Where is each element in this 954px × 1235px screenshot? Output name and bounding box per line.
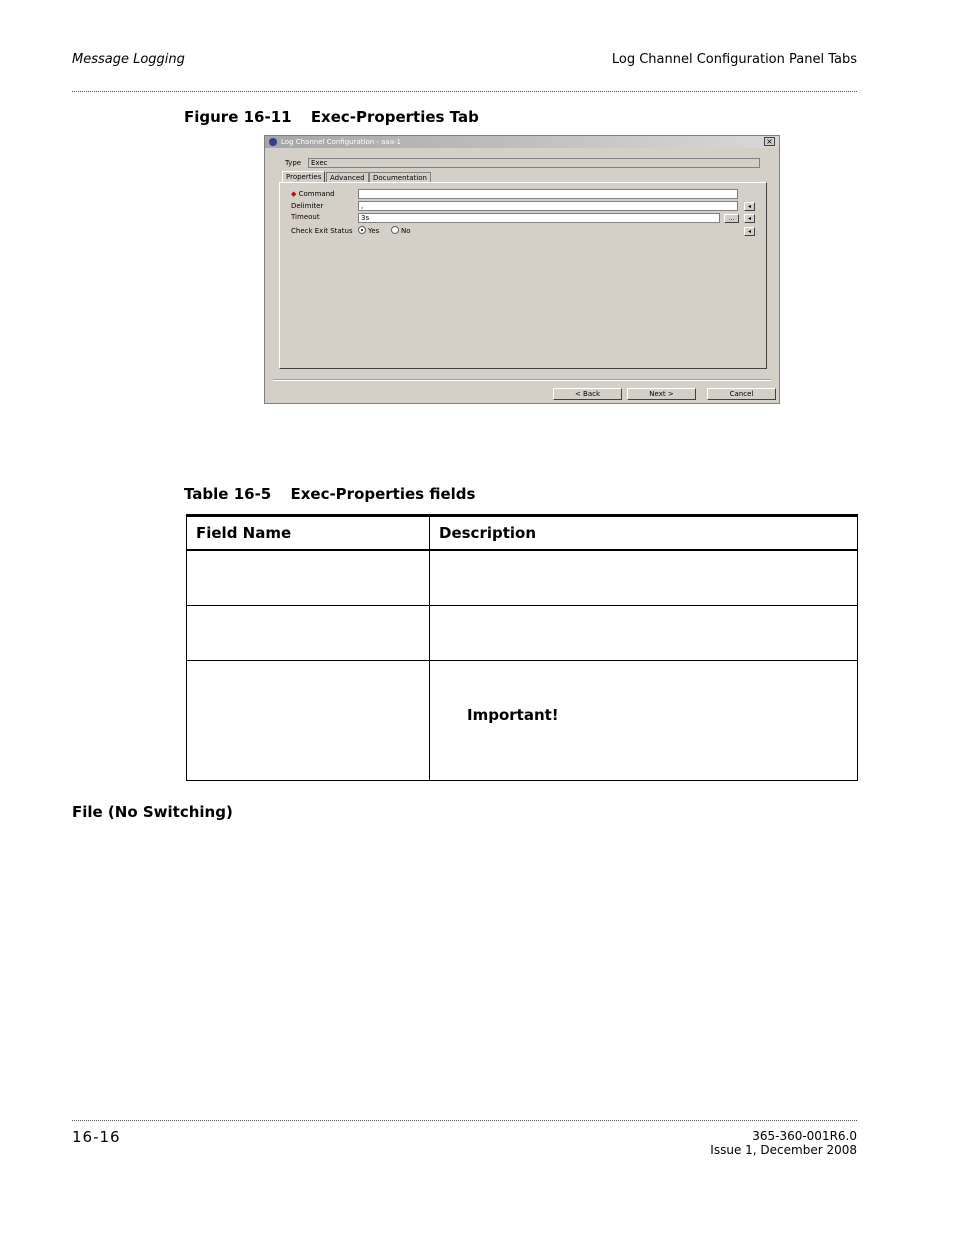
timeout-browse-button[interactable]: ... bbox=[724, 214, 739, 223]
delimiter-label: Delimiter bbox=[291, 202, 324, 210]
required-marker-icon: ◆ bbox=[291, 190, 297, 198]
check-exit-reset-icon[interactable]: ◂ bbox=[744, 227, 755, 236]
table-cell bbox=[430, 606, 858, 661]
table-row bbox=[187, 606, 858, 661]
important-note: Important! bbox=[467, 706, 559, 724]
delimiter-input[interactable]: , bbox=[358, 201, 738, 211]
back-button[interactable]: < Back bbox=[553, 388, 622, 400]
radio-off-icon bbox=[391, 226, 399, 234]
table-row bbox=[187, 550, 858, 606]
issue-date: Issue 1, December 2008 bbox=[710, 1143, 857, 1157]
next-button[interactable]: Next > bbox=[627, 388, 696, 400]
properties-panel bbox=[279, 182, 767, 369]
figure-number: Figure 16-11 bbox=[184, 108, 292, 126]
app-logo-icon bbox=[269, 138, 277, 146]
footer-right bbox=[710, 1129, 857, 1157]
close-icon[interactable]: × bbox=[764, 137, 775, 146]
cancel-button[interactable]: Cancel bbox=[707, 388, 776, 400]
radio-on-icon bbox=[358, 226, 366, 234]
table-header-row bbox=[187, 516, 858, 551]
figure-caption bbox=[184, 108, 479, 126]
table-cell bbox=[430, 661, 858, 781]
command-label: ◆ Command bbox=[291, 190, 335, 198]
footer-divider bbox=[72, 1120, 857, 1121]
table-cell bbox=[187, 661, 430, 781]
running-header-right: Log Channel Configuration Panel Tabs bbox=[611, 52, 857, 67]
timeout-reset-icon[interactable]: ◂ bbox=[744, 214, 755, 223]
check-exit-status-label: Check Exit Status bbox=[291, 227, 353, 235]
header-field-name: Field Name bbox=[187, 516, 430, 551]
dialog-title: Log Channel Configuration - aaa-1 bbox=[281, 138, 401, 146]
timeout-label: Timeout bbox=[291, 213, 320, 221]
fields-table bbox=[186, 514, 858, 781]
figure-title: Exec-Properties Tab bbox=[310, 108, 479, 126]
table-title: Exec-Properties fields bbox=[290, 485, 476, 503]
header-description: Description bbox=[430, 516, 858, 551]
header-divider bbox=[72, 91, 857, 92]
running-header-left: Message Logging bbox=[72, 52, 185, 67]
document-id: 365-360-001R6.0 bbox=[752, 1129, 857, 1143]
tab-properties[interactable]: Properties bbox=[282, 171, 325, 182]
table-cell bbox=[187, 550, 430, 606]
table-number: Table 16-5 bbox=[184, 485, 272, 503]
table-cell bbox=[430, 550, 858, 606]
table-caption bbox=[184, 485, 475, 503]
table-cell bbox=[187, 606, 430, 661]
delimiter-reset-icon[interactable]: ◂ bbox=[744, 202, 755, 211]
tab-advanced[interactable]: Advanced bbox=[326, 172, 369, 182]
dialog-separator bbox=[273, 379, 771, 381]
dialog-titlebar bbox=[265, 136, 779, 148]
table-row bbox=[187, 661, 858, 781]
log-channel-dialog bbox=[264, 135, 780, 404]
tab-documentation[interactable]: Documentation bbox=[369, 172, 431, 182]
radio-yes[interactable]: Yes bbox=[358, 226, 379, 235]
section-heading: File (No Switching) bbox=[72, 803, 233, 821]
type-label: Type bbox=[285, 159, 302, 167]
page-number: 16-16 bbox=[72, 1128, 121, 1146]
timeout-input[interactable]: 3s bbox=[358, 213, 720, 223]
radio-no[interactable]: No bbox=[391, 226, 411, 235]
type-field: Exec bbox=[308, 158, 760, 168]
command-input[interactable] bbox=[358, 189, 738, 199]
